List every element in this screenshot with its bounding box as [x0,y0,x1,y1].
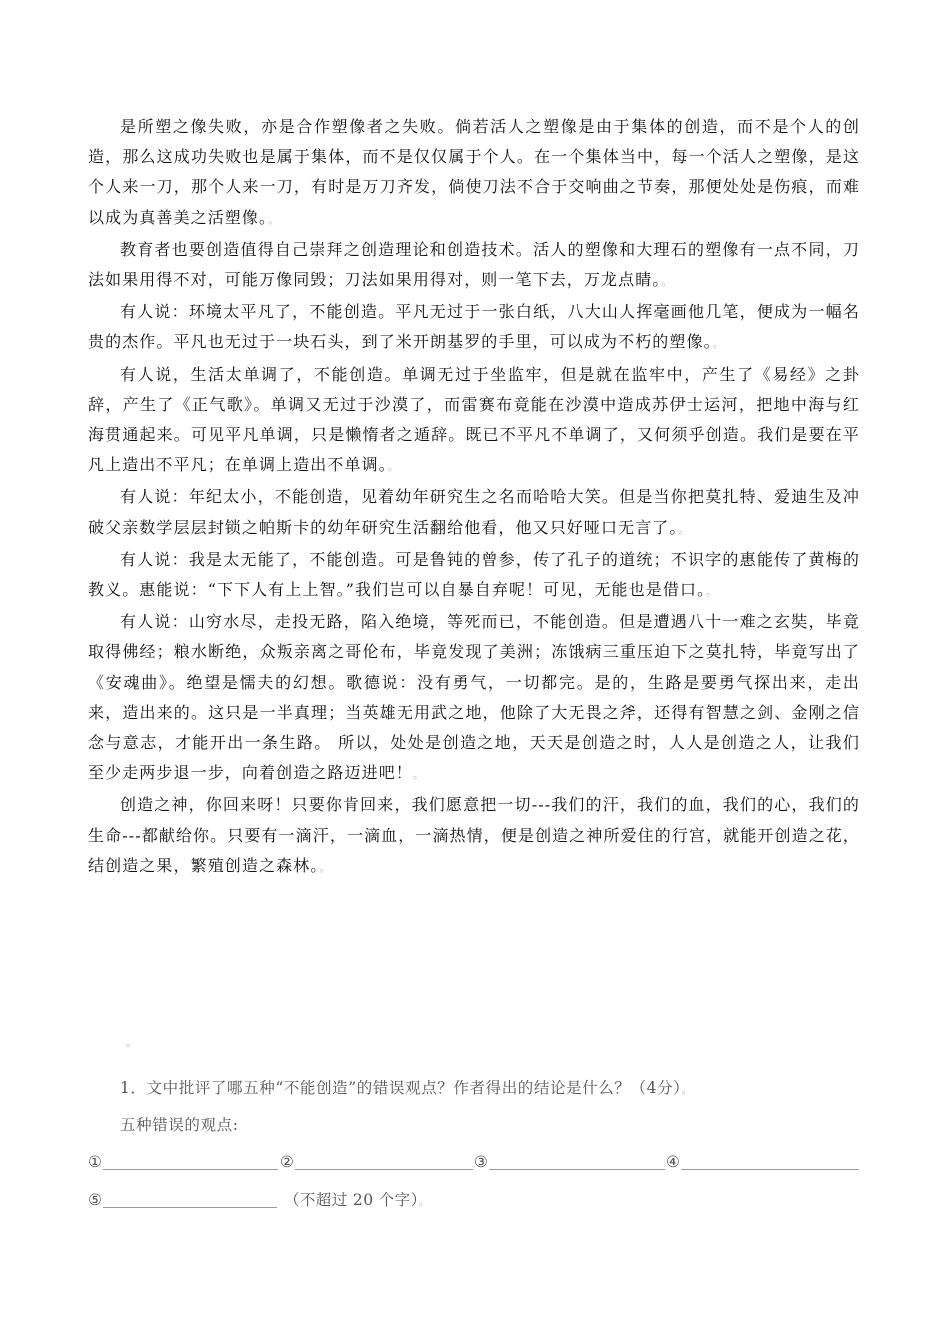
paragraph-text: 是所塑之像失败，亦是合作塑像者之失败。倘若活人之塑像是由于集体的创造，而不是个人的创造，那么这成功失败也是属于集体，而不是仅仅属于个人。在一个集体当中，每一个活人之塑像，是这个人来一刀，那个人来一刀，有时是万刀齐发，倘使刀法不合于交响曲之节奏，那便处处是伤痕，而难以成为真善美之活塑像。 [88,117,860,227]
answer-slot-5[interactable] [88,1189,280,1211]
paragraph-mark: 。 [319,860,331,874]
answer-slot-4[interactable] [666,1151,858,1173]
slot-number: ③ [474,1153,488,1171]
length-note-text: （不超过 20 个字） [284,1191,419,1209]
paragraph-mark: 。 [268,212,280,226]
paragraph-text: 教育者也要创造值得自己崇拜之创造理论和创造技术。活人的塑像和大理石的塑像有一点不同，刀法如果用得不对，可能万像同毁；刀法如果用得对，则一笔下去，万龙点睛。 [88,239,860,290]
paragraph-text: 有人说，生活太单调了，不能创造。单调无过于坐监牢，但是就在监牢中，产生了《易经》之卦辞，产生了《正气歌》。单调又无过于沙漠了，而雷赛布竟能在沙漠中造成苏伊士运河，把地中海与红海贯通起来。可见平凡单调，只是懒惰者之遁辞。既已不平凡不单调了，又何须乎创造。我们是要在平凡上造出不平凡；在单调上造出不单调。 [88,364,860,475]
answer-blank-line[interactable] [103,1207,277,1208]
paragraph-mark: 。 [712,337,724,351]
paragraph-4 [88,360,860,483]
question-mark: 。 [681,1083,693,1096]
answer-blank-line[interactable] [103,1169,278,1170]
paragraph-2 [88,235,860,297]
paragraph-text: 有人说：年纪太小，不能创造，见着幼年研究生之名而哈哈大笑。但是当你把莫扎特、爱迪生及冲破父亲数学层层封锁之帕斯卡的幼年研究生活翻给他看，他又只好哑口无言了。 [88,487,860,537]
slot-number: ① [88,1153,102,1171]
slot-number: ④ [666,1153,680,1171]
answer-slot-1[interactable] [88,1151,280,1173]
question-text: 1．文中批评了哪五种“不能创造”的错误观点？作者得出的结论是什么？（4分） [120,1079,682,1097]
paragraph-text: 有人说：环境太平凡了，不能创造。平凡无过于一张白纸，八大山人挥毫画他几笔，便成为一幅名贵的杰作。平凡也无过于一块石头，到了米开朗基罗的手里，可以成为不朽的塑像。 [88,302,860,352]
paragraph-text: 有人说：我是太无能了，不能创造。可是鲁钝的曾参，传了孔子的道统；不识字的惠能传了黄梅的教义。惠能说：“下下人有上上智。”我们岂可以自暴自弃呢！可见，无能也是借口。 [88,549,860,600]
length-note [284,1189,430,1213]
answer-slot-2[interactable] [280,1151,474,1173]
note-mark: 。 [418,1195,430,1208]
answer-slot-3[interactable] [474,1151,666,1173]
paragraph-1 [88,112,860,235]
slot-number: ② [280,1153,294,1171]
paragraph-mark: 。 [706,585,718,599]
answer-blank-line[interactable] [489,1169,665,1170]
paragraph-5 [88,482,860,544]
answer-sublabel: 五种错误的观点: [120,1116,239,1134]
answer-blank-line[interactable] [681,1169,859,1170]
paragraph-text: 有人说：山穷水尽，走投无路，陷入绝境，等死而已，不能创造。但是遭遇八十一难之玄奘，毕竟取得佛经；粮水断绝，众叛亲离之哥伦布，毕竟发现了美洲；冻饿病三重压迫下之莫扎特，毕竟写出了《安魂曲》。绝望是懦夫的幻想。歌德说：没有勇气，一切都完。是的，生路是要勇气探出来，走出来，造出来的。这只是一半真理；当英雄无用武之地，他除了大无畏之斧，还得有智慧之剑、金刚之信念与意志，才能开出一条生路。 所以，处处是创造之地，天天是创造之时，人人是创造之人，让我们至少走两步退一步，向着创造之路迈进吧！ [88,612,860,783]
answer-blank-line[interactable] [295,1169,473,1170]
answer-row-1 [88,1151,858,1173]
paragraph-7 [88,607,860,790]
paragraph-mark: 。 [412,768,424,782]
paragraph-mark: 。 [678,522,690,536]
empty-paragraph-mark: 。 [126,1036,137,1049]
paragraph-mark: 。 [387,460,399,474]
paragraph-text: 创造之神，你回来呀！只要你肯回来，我们愿意把一切---我们的汗，我们的血，我们的心，我们的生命---都献给你。只要有一滴汗，一滴血，一滴热情，便是创造之神所爱住的行宫，就能开创造之花，结创造之果，繁殖创造之森林。 [88,795,860,875]
article-body [88,112,860,883]
paragraph-6 [88,545,860,607]
paragraph-3 [88,297,860,359]
question-1 [120,1077,693,1101]
paragraph-8 [88,790,860,883]
slot-number: ⑤ [88,1191,102,1209]
paragraph-mark: 。 [661,275,673,289]
